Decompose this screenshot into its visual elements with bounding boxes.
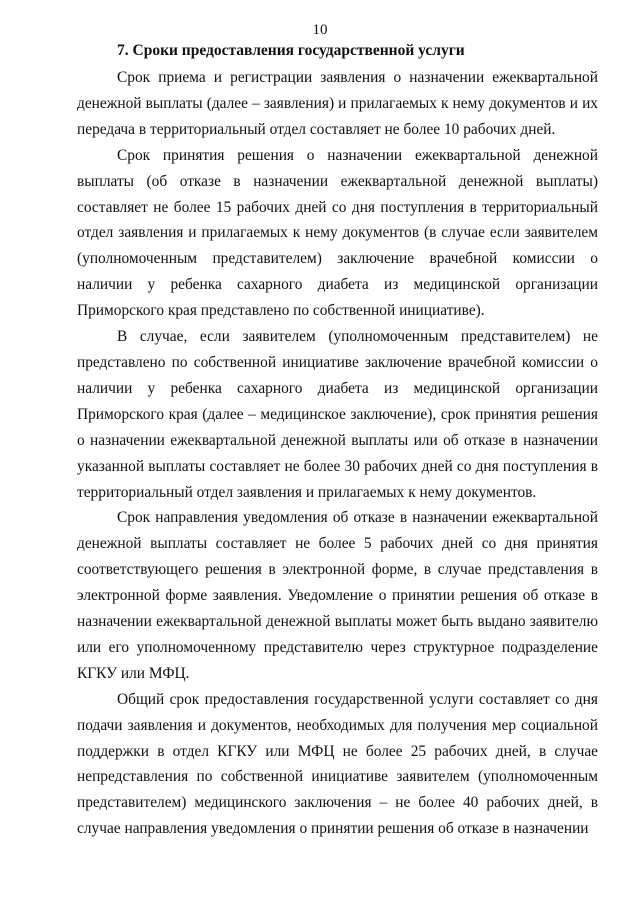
paragraph: Срок приема и регистрации заявления о назначении ежеквартальной денежной выплаты (далее – заявления) и прилагаемых к нему документов и их передача в территориальный отдел составляет не более 10 рабочих дней. bbox=[77, 69, 598, 138]
paragraph: Общий срок предоставления государственной услуги составляет со дня подачи заявления и документов, необходимых для получения мер социальной поддержки в отдел КГКУ или МФЦ не более 25 рабочих дней, в случае непредставления по собственной инициативе заявителем (уполномоченным представителем) медицинского заключения – не более 40 рабочих дней, в случае направления уведомления о принятии решения об отказе в назначении bbox=[77, 690, 598, 838]
section-heading: 7. Сроки предоставления государственной услуги bbox=[117, 42, 465, 59]
paragraph: В случае, если заявителем (уполномоченным представителем) не представлено по собственной инициативе заключение врачебной комиссии о наличии у ребенка сахарного диабета из медицинской организации Приморского края (далее – медицинское заключение), срок принятия решения о назначении ежеквартальной денежной выплаты или об отказе в назначении указанной выплаты составляет не более 30 рабочих дней со дня поступления в территориальный отдел заявления и прилагаемых к нему документов. bbox=[77, 328, 598, 501]
paragraph: Срок направления уведомления об отказе в назначении ежеквартальной денежной выплаты составляет не более 5 рабочих дней со дня принятия соответствующего решения в электронной форме, в случае представления в электронной форме заявления. Уведомление о принятии решения об отказе в назначении ежеквартальной денежной выплаты может быть выдано заявителю или его уполномоченному представителю через структурное подразделение КГКУ или МФЦ. bbox=[77, 509, 598, 682]
document-body bbox=[77, 65, 598, 842]
paragraph: Срок принятия решения о назначении ежеквартальной денежной выплаты (об отказе в назначении ежеквартальной денежной выплаты) составляет не более 15 рабочих дней со дня поступления в территориальный отдел заявления и прилагаемых к нему документов (в случае если заявителем (уполномоченным представителем) заключение врачебной комиссии о наличии у ребенка сахарного диабета из медицинской организации Приморского края представлено по собственной инициативе). bbox=[77, 146, 598, 320]
page-number: 10 bbox=[312, 22, 328, 38]
